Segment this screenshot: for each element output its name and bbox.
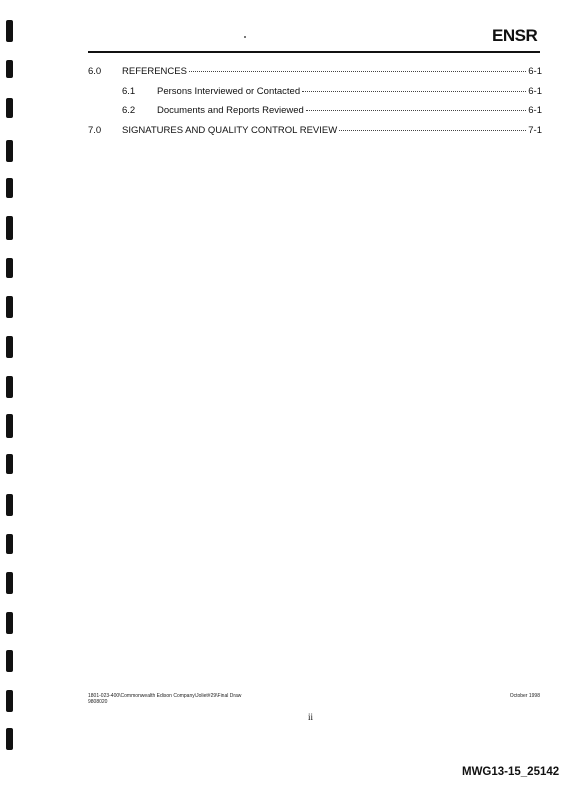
page-number: ii	[308, 712, 314, 722]
table-of-contents	[88, 66, 542, 144]
toc-leader-dots	[189, 71, 526, 72]
toc-section-title: SIGNATURES AND QUALITY CONTROL REVIEW	[122, 124, 338, 136]
bates-number: MWG13-15_25142	[462, 766, 560, 778]
scan-speck	[244, 36, 246, 38]
toc-entry[interactable]	[88, 125, 542, 145]
toc-section-number: 6.2	[122, 105, 136, 116]
toc-page-number: 7-1	[528, 124, 542, 136]
toc-page-number: 6-1	[528, 105, 542, 116]
binding-holes	[6, 0, 22, 800]
toc-section-number: 7.0	[88, 124, 102, 136]
toc-section-number: 6.0	[88, 66, 102, 77]
toc-leader-dots	[302, 91, 526, 92]
toc-leader-dots	[339, 130, 526, 131]
toc-entry[interactable]	[88, 66, 542, 86]
toc-leader-dots	[306, 110, 526, 111]
footer-path-line: 1801-023-400\Commonwealth Edison Company\Joliet#29\Final Draw	[88, 693, 242, 699]
header-rule	[88, 51, 540, 53]
toc-section-title: REFERENCES	[122, 66, 187, 77]
toc-section-title: Documents and Reports Reviewed	[157, 105, 304, 116]
toc-entry[interactable]	[88, 105, 542, 125]
footer-file-path	[88, 693, 328, 705]
toc-section-number: 6.1	[122, 85, 136, 97]
toc-page-number: 6-1	[528, 66, 542, 77]
toc-page-number: 6-1	[528, 85, 542, 97]
footer-path-line: 9808020	[88, 699, 108, 705]
footer-date: October 1998	[509, 693, 540, 699]
toc-section-title: Persons Interviewed or Contacted	[157, 85, 301, 97]
ensr-logo: ENSR	[492, 26, 538, 45]
toc-entry[interactable]	[88, 86, 542, 106]
